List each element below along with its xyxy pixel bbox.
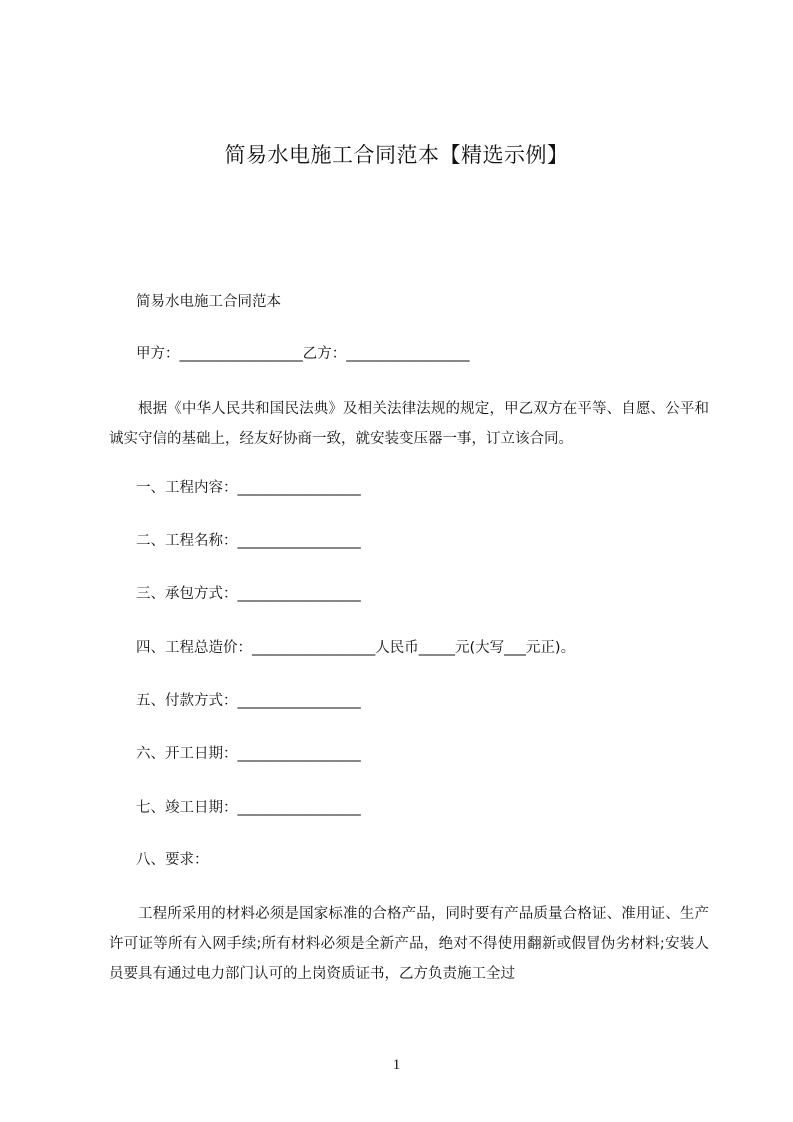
clause-4: 四、工程总造价：_________________人民币_____元(大写___元正)。 [136,640,576,656]
parties-line: 甲方：_________________乙方：_________________ [136,346,470,362]
intro-paragraph: 根据《中华人民共和国民法典》及相关法律法规的规定，甲乙双方在平等、自愿、公平和诚实守信的基础上，经友好协商一致，就安装变压器一事，订立该合同。 [109,401,709,447]
clause-7: 七、竣工日期：_________________ [136,800,361,816]
clause-2: 二、工程名称：_________________ [136,533,361,549]
contract-subtitle: 简易水电施工合同范本 [136,294,281,310]
requirements-paragraph: 工程所采用的材料必须是国家标准的合格产品，同时要有产品质量合格证、准用证、生产许可证等所有入网手续;所有材料必须是全新产品，绝对不得使用翻新或假冒伪劣材料;安装人员要具有通过电力部门认可的上岗资质证书，乙方负责施工全过 [109,906,709,982]
clause-6: 六、开工日期：_________________ [136,746,361,762]
clause-8: 八、要求： [136,852,209,868]
document-title: 简易水电施工合同范本【精选示例】 [224,143,569,167]
page-number: 1 [392,1057,401,1073]
clause-5: 五、付款方式：_________________ [136,693,361,709]
clause-3: 三、承包方式：_________________ [136,586,361,602]
clause-1: 一、工程内容：_________________ [136,480,361,496]
